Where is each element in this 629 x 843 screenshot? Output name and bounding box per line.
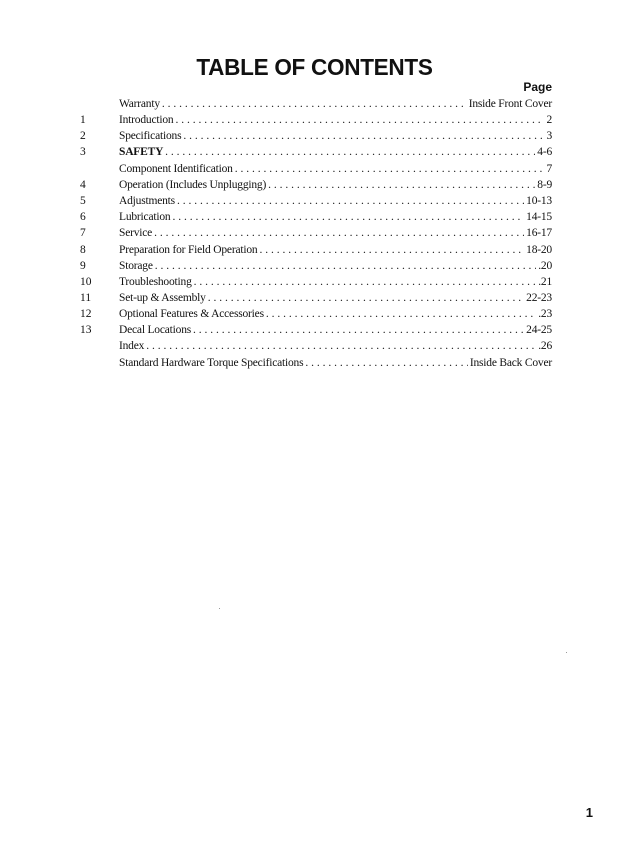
toc-entry-number: 1 [80, 114, 86, 126]
page-number: 1 [585, 805, 593, 820]
toc-entry-page: 8-9 [537, 179, 552, 191]
toc-entry-page: 10-13 [526, 195, 552, 207]
toc-entry-label: Standard Hardware Torque Specifications [119, 357, 304, 369]
toc-entry-label: Operation (Includes Unplugging) [119, 179, 267, 191]
dot-leader [175, 112, 544, 128]
toc-entry [0, 338, 629, 354]
toc-entry [0, 274, 629, 290]
toc-entry-line [119, 177, 552, 193]
toc-entry-page: .20 [538, 260, 552, 272]
dot-leader [268, 177, 535, 193]
dot-leader [208, 290, 524, 306]
toc-entry-label: Introduction [119, 114, 174, 126]
toc-entry-page: Inside Front Cover [468, 98, 552, 110]
toc-entry-line [119, 322, 552, 338]
toc-entry-label: Service [119, 227, 153, 239]
toc-entry-line [119, 355, 552, 371]
toc-entry [0, 322, 629, 338]
page-title: TABLE OF CONTENTS [196, 54, 433, 80]
toc-entry-label: Storage [119, 260, 153, 272]
dot-leader [193, 322, 524, 338]
dot-leader [172, 209, 524, 225]
toc-entry-label: Warranty [119, 98, 160, 110]
toc-entry [0, 112, 629, 128]
toc-entry-page: .21 [538, 276, 552, 288]
toc-entry [0, 96, 629, 112]
dot-leader [305, 355, 467, 371]
toc-entry-page: 22-23 [526, 292, 552, 304]
toc-entry-label: Troubleshooting [119, 276, 192, 288]
toc-entry-number: 4 [80, 179, 86, 191]
toc-entry-number: 6 [80, 211, 86, 223]
toc-entry-line [119, 128, 552, 144]
toc-entry-line [119, 209, 552, 225]
toc-entry-line [119, 193, 552, 209]
toc-entry-label: Specifications [119, 130, 182, 142]
toc-entry-label: Set-up & Assembly [119, 292, 206, 304]
page-column-heading: Page [523, 80, 552, 94]
dot-leader [165, 144, 535, 160]
toc-entry-page: 18-20 [526, 244, 552, 256]
scan-speck [566, 652, 567, 653]
dot-leader [194, 274, 537, 290]
toc-entry-label: Adjustments [119, 195, 175, 207]
dot-leader [235, 161, 545, 177]
toc-entry [0, 177, 629, 193]
toc-entry [0, 144, 629, 160]
dot-leader [154, 225, 524, 241]
toc-entry-number: 7 [80, 227, 86, 239]
toc-entry-line [119, 258, 552, 274]
toc-entry [0, 161, 629, 177]
toc-entry-line [119, 274, 552, 290]
toc-entry-page: 14-15 [526, 211, 552, 223]
toc-entry-number: 3 [80, 146, 86, 158]
toc-entry-number: 2 [80, 130, 86, 142]
toc-entry-page: Inside Back Cover [469, 357, 552, 369]
toc-entry [0, 193, 629, 209]
toc-entry-number: 12 [80, 308, 92, 320]
toc-entry-line [119, 338, 552, 354]
toc-entry-page: 24-25 [526, 324, 552, 336]
dot-leader [155, 258, 536, 274]
toc-entry-label: Index [119, 340, 145, 352]
toc-entry-page: 16-17 [526, 227, 552, 239]
toc-entry-page: .23 [538, 308, 552, 320]
toc-entry-page: 3 [546, 130, 552, 142]
dot-leader [177, 193, 524, 209]
toc-entry-number: 10 [80, 276, 92, 288]
toc-entry-label: SAFETY [119, 146, 164, 158]
toc-entry-label: Optional Features & Accessories [119, 308, 264, 320]
toc-entry-line [119, 112, 552, 128]
toc-entry-line [119, 290, 552, 306]
toc-entry-page: .26 [538, 340, 552, 352]
dot-leader [259, 242, 524, 258]
dot-leader [162, 96, 467, 112]
toc-entry [0, 128, 629, 144]
toc-entry-number: 13 [80, 324, 92, 336]
toc-entry [0, 258, 629, 274]
toc-entry-page: 2 [546, 114, 552, 126]
toc-entry-line [119, 161, 552, 177]
toc-entry-line [119, 242, 552, 258]
toc-entry-number: 5 [80, 195, 86, 207]
toc-entry-label: Component Identification [119, 163, 233, 175]
toc-entry-line [119, 96, 552, 112]
toc-entry-line [119, 306, 552, 322]
toc-entry [0, 242, 629, 258]
toc-entry [0, 225, 629, 241]
dot-leader [183, 128, 544, 144]
toc-entry-page: 4-6 [537, 146, 552, 158]
toc-entry-number: 8 [80, 244, 86, 256]
toc-entry-number: 11 [80, 292, 92, 304]
toc-entry-number: 9 [80, 260, 86, 272]
scan-speck [219, 608, 220, 609]
toc-entry [0, 290, 629, 306]
toc-entry [0, 209, 629, 225]
toc-entry-label: Lubrication [119, 211, 171, 223]
toc-entry-line [119, 225, 552, 241]
toc-entry-label: Preparation for Field Operation [119, 244, 258, 256]
toc-entry-page: 7 [546, 163, 552, 175]
dot-leader [146, 338, 536, 354]
toc-entry-label: Decal Locations [119, 324, 192, 336]
toc-entry [0, 306, 629, 322]
toc-entry [0, 355, 629, 371]
toc-entry-line [119, 144, 552, 160]
dot-leader [266, 306, 536, 322]
